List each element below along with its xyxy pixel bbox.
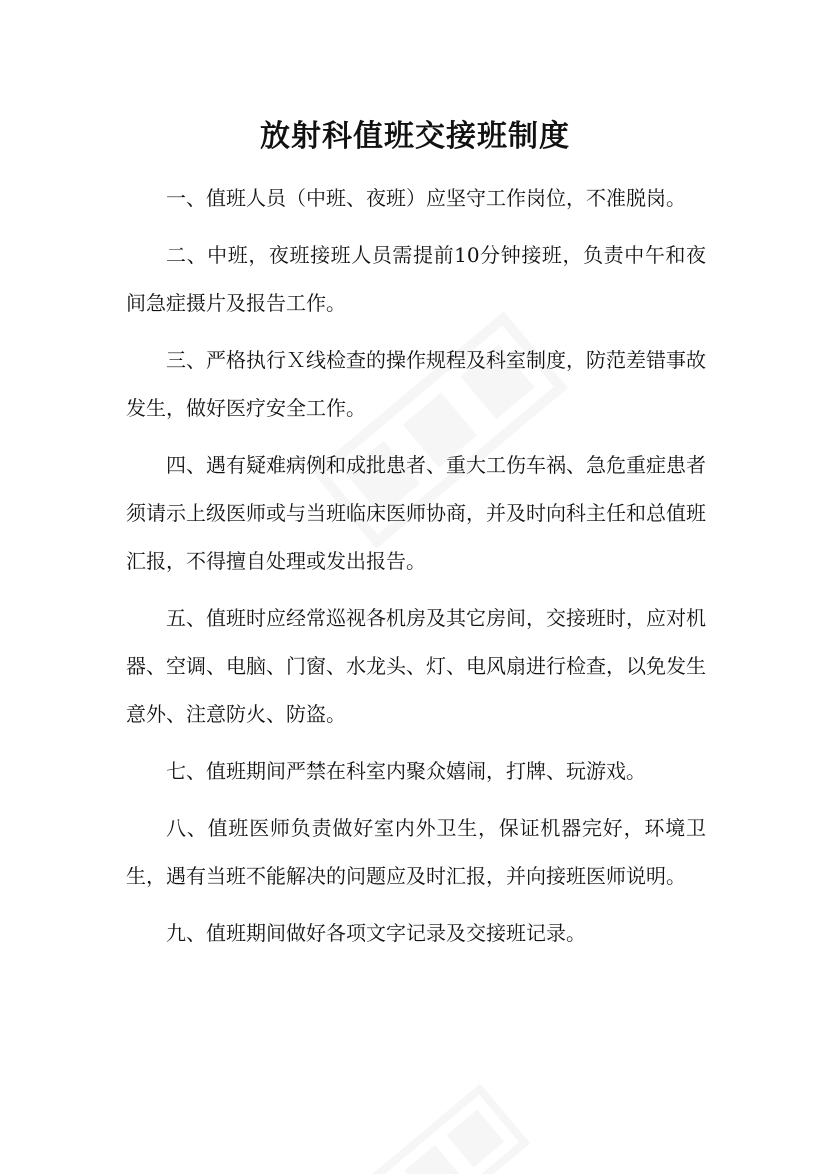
paragraph-4: 四、遇有疑难病例和成批患者、重大工伤车祸、急危重症患者须请示上级医师或与当班临床医师协商，并及时向科主任和总值班汇报，不得擅自处理或发出报告。 bbox=[126, 453, 706, 573]
paragraph-2: 二、中班，夜班接班人员需提前10分钟接班，负责中午和夜间急症摄片及报告工作。 bbox=[126, 243, 706, 315]
paragraph-8: 八、值班医师负责做好室内外卫生，保证机器完好，环境卫生，遇有当班不能解决的问题应及时汇报，并向接班医师说明。 bbox=[126, 816, 706, 888]
paragraph-7: 七、值班期间严禁在科室内聚众嬉闹，打牌、玩游戏。 bbox=[166, 759, 646, 783]
document-body bbox=[126, 174, 706, 966]
document-title: 放射科值班交接班制度 bbox=[260, 119, 570, 154]
watermark-logo-bottom bbox=[330, 1080, 530, 1174]
paragraph-9: 九、值班期间做好各项文字记录及交接班记录。 bbox=[166, 921, 586, 945]
paragraph-3: 三、严格执行Ｘ线检查的操作规程及科室制度，防范差错事故发生，做好医疗安全工作。 bbox=[126, 348, 706, 420]
paragraph-5: 五、值班时应经常巡视各机房及其它房间，交接班时，应对机器、空调、电脑、门窗、水龙头、灯、电风扇进行检查，以免发生意外、注意防火、防盗。 bbox=[126, 606, 706, 726]
paragraph-1: 一、值班人员（中班、夜班）应坚守工作岗位，不准脱岗。 bbox=[166, 186, 686, 210]
